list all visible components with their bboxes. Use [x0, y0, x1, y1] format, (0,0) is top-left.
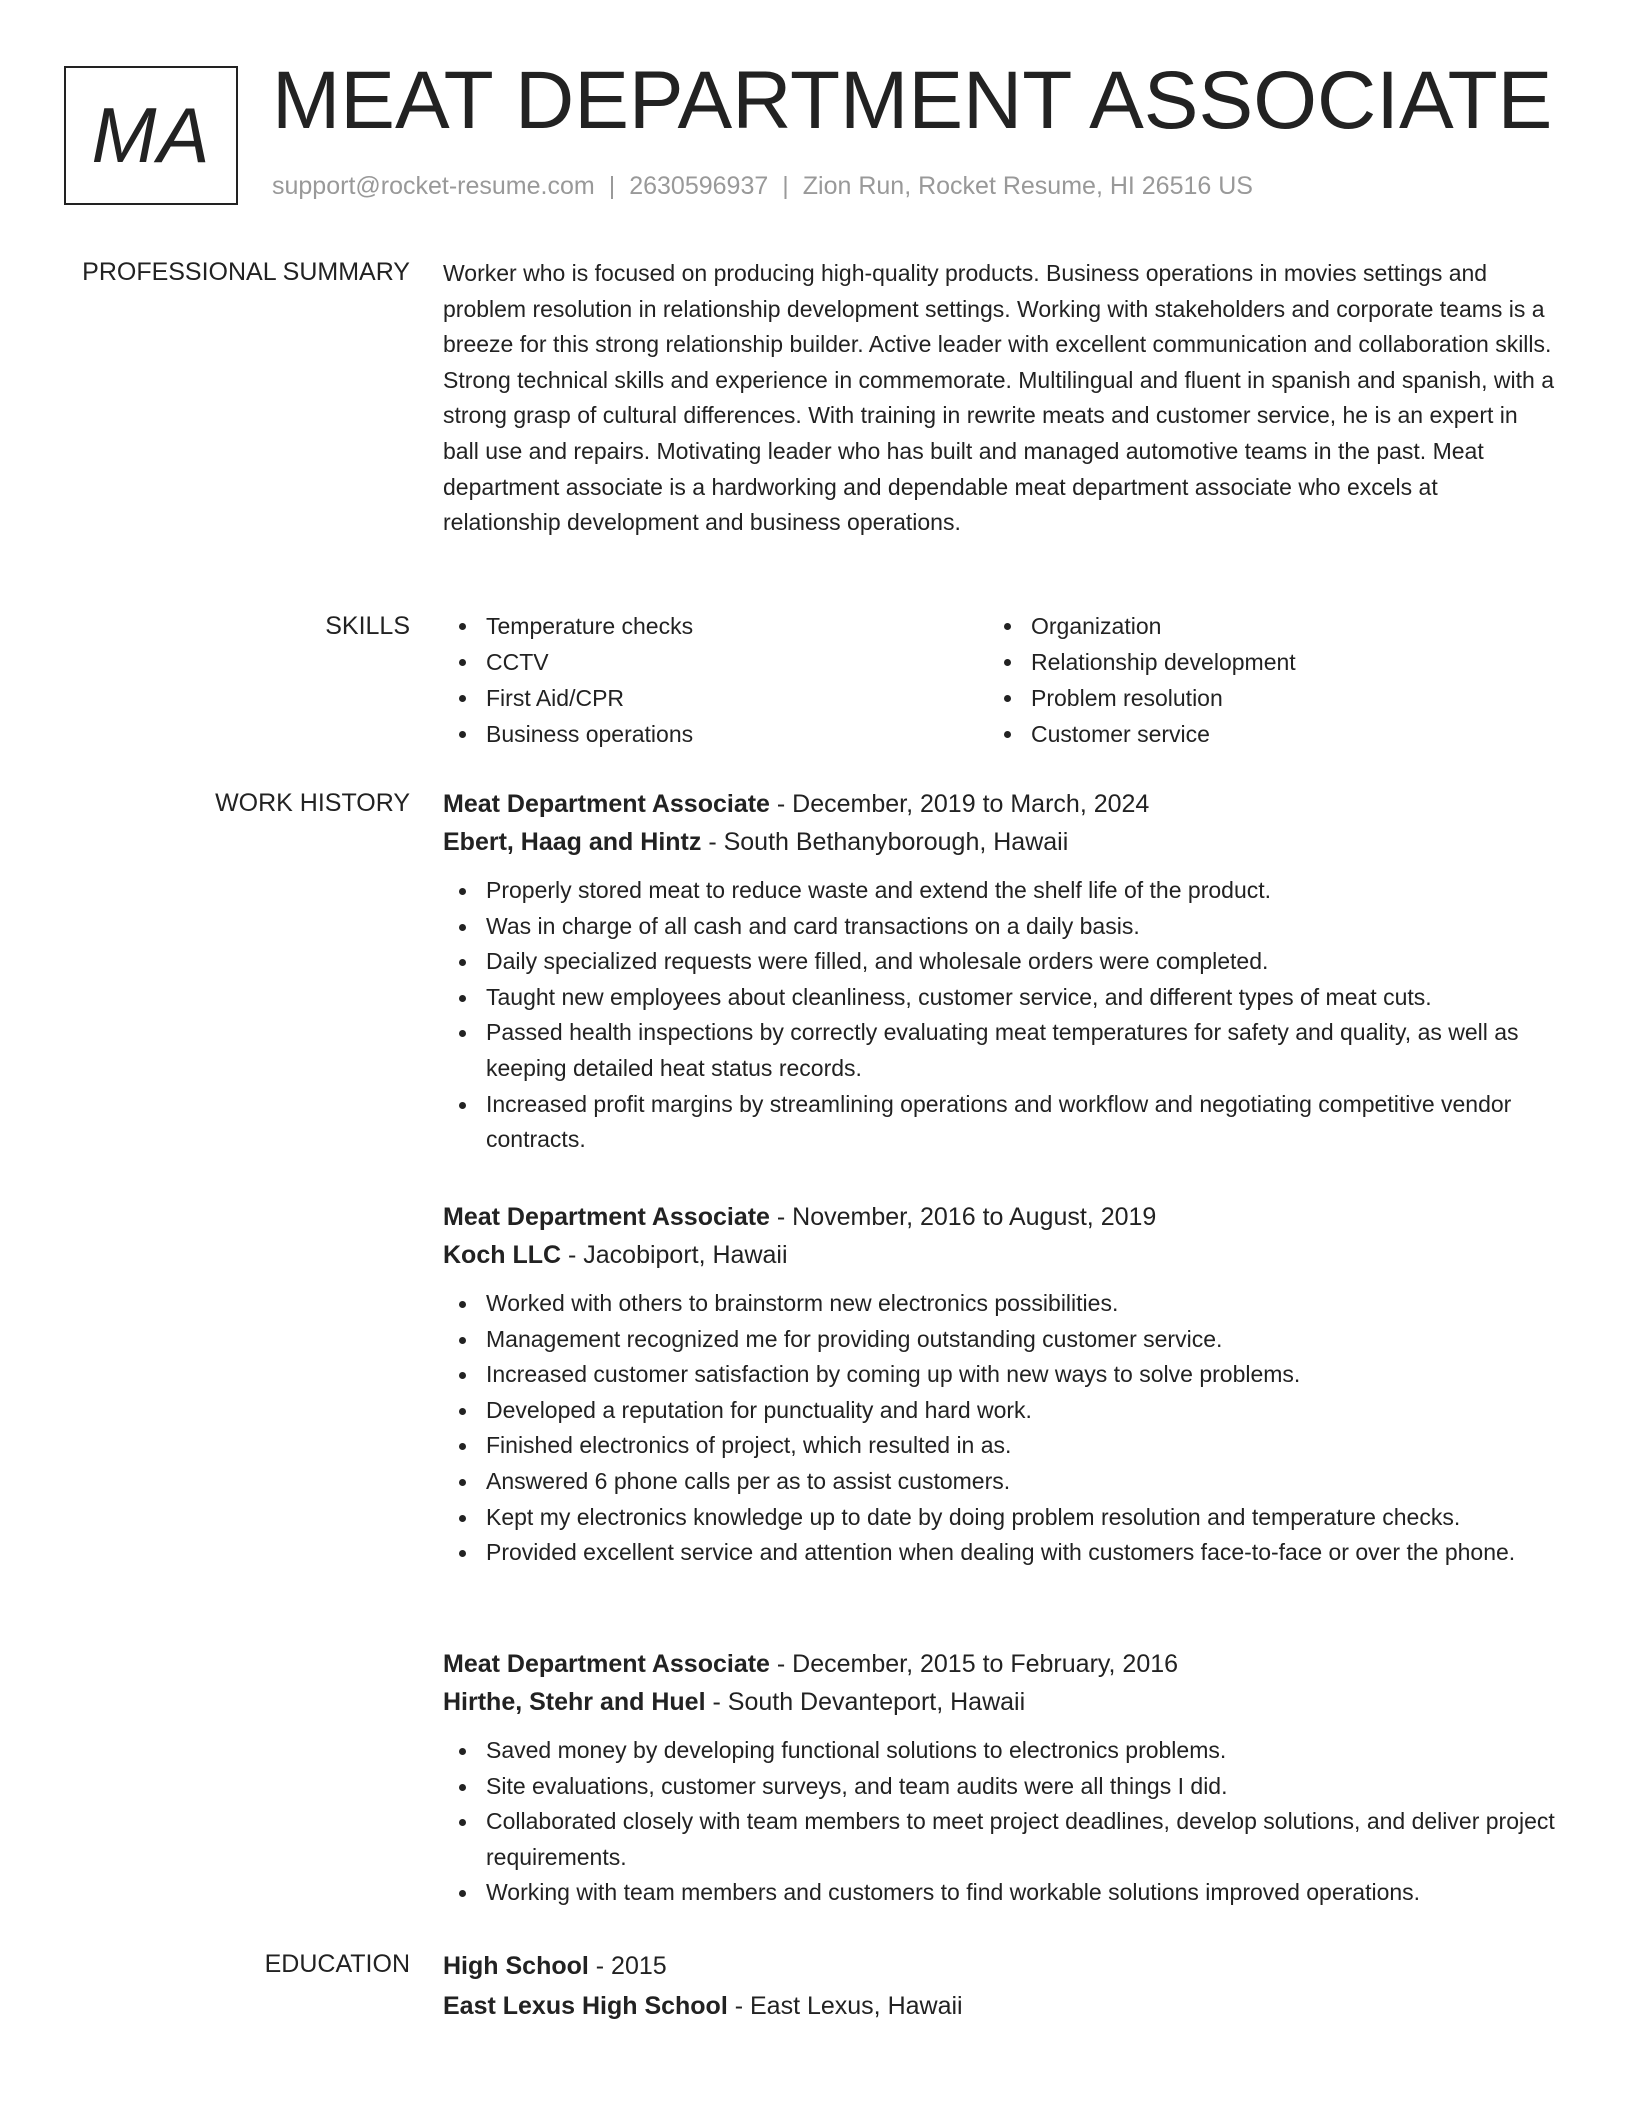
job-bullet: Finished electronics of project, which resulted in as.	[486, 1428, 1558, 1464]
job-location: - Jacobiport, Hawaii	[561, 1241, 788, 1269]
section-label-summary: PROFESSIONAL SUMMARY	[82, 258, 410, 286]
education-school: East Lexus High School	[443, 1992, 728, 2020]
job-company-line	[443, 1683, 1558, 1721]
job-bullet: Taught new employees about cleanliness, customer service, and different types of meat cuts.	[486, 980, 1558, 1016]
resume-title: MEAT DEPARTMENT ASSOCIATE	[272, 55, 1553, 146]
contact-email: support@rocket-resume.com	[272, 172, 595, 200]
skill-item: Relationship development	[1031, 644, 1533, 680]
job-bullet: Site evaluations, customer surveys, and team audits were all things I did.	[486, 1769, 1558, 1805]
section-label-work-history: WORK HISTORY	[215, 789, 410, 817]
job-bullets	[443, 1286, 1558, 1571]
job-company-line	[443, 823, 1558, 861]
job-role: Meat Department Associate	[443, 1650, 770, 1678]
job-bullet: Saved money by developing functional solutions to electronics problems.	[486, 1733, 1558, 1769]
job-bullet: Developed a reputation for punctuality and hard work.	[486, 1393, 1558, 1429]
job-company: Koch LLC	[443, 1241, 562, 1269]
job-dates: - December, 2015 to February, 2016	[769, 1650, 1179, 1678]
job-bullets	[443, 873, 1558, 1158]
contact-separator: |	[782, 172, 789, 200]
job-bullets	[443, 1733, 1558, 1911]
education-year: - 2015	[588, 1952, 667, 1980]
job-bullet: Collaborated closely with team members to meet project deadlines, develop solutions, and deliver project requirements.	[486, 1804, 1558, 1875]
skill-item: Customer service	[1031, 716, 1533, 752]
contact-line	[272, 172, 1253, 201]
job-company: Hirthe, Stehr and Huel	[443, 1688, 706, 1716]
contact-separator: |	[608, 172, 616, 200]
job-bullet: Passed health inspections by correctly evaluating meat temperatures for safety and quality, as well as keeping detailed heat status records.	[486, 1015, 1558, 1086]
job-bullet: Was in charge of all cash and card transactions on a daily basis.	[486, 909, 1558, 945]
job-bullet: Provided excellent service and attention when dealing with customers face-to-face or over the phone.	[486, 1535, 1558, 1571]
job-dates: - November, 2016 to August, 2019	[769, 1203, 1157, 1231]
summary-text: Worker who is focused on producing high-quality products. Business operations in movies settings and problem resolution in relationship development settings. Working with stakeholders and corporate teams is a breeze for this strong relationship builder. Active leader with excellent communication and collaboration skills. Strong technical skills and experience in commemorate. Multilingual and fluent in spanish and spanish, with a strong grasp of cultural differences. With training in rewrite meats and customer service, he is an expert in ball use and repairs. Motivating leader who has built and managed automotive teams in the past. Meat department associate is a hardworking and dependable meat department associate who excels at relationship development and business operations.	[443, 260, 1554, 536]
job-company: Ebert, Haag and Hintz	[443, 828, 702, 856]
contact-phone: 2630596937	[629, 172, 769, 200]
job-bullet: Daily specialized requests were filled, and wholesale orders were completed.	[486, 944, 1558, 980]
job-bullet: Increased profit margins by streamlining operations and workflow and negotiating competitive vendor contracts.	[486, 1087, 1558, 1158]
job-entry	[443, 785, 1558, 1158]
education-degree-line	[443, 1947, 1558, 1985]
job-bullet: Working with team members and customers to find workable solutions improved operations.	[486, 1875, 1558, 1911]
job-title-line	[443, 785, 1558, 823]
summary-section	[443, 256, 1558, 541]
skills-list-left	[443, 608, 988, 752]
skills-section	[443, 608, 1558, 752]
job-bullet: Kept my electronics knowledge up to date by doing problem resolution and temperature checks.	[486, 1500, 1558, 1536]
section-label-education: EDUCATION	[264, 1950, 410, 1978]
job-location: - South Bethanyborough, Hawaii	[701, 828, 1069, 856]
job-title-line	[443, 1198, 1558, 1236]
education-degree: High School	[443, 1952, 589, 1980]
skill-item: First Aid/CPR	[486, 680, 988, 716]
skills-list-right	[988, 608, 1533, 752]
job-bullet: Properly stored meat to reduce waste and extend the shelf life of the product.	[486, 873, 1558, 909]
skill-item: Temperature checks	[486, 608, 988, 644]
skill-item: Organization	[1031, 608, 1533, 644]
job-bullet: Management recognized me for providing outstanding customer service.	[486, 1322, 1558, 1358]
job-dates: - December, 2019 to March, 2024	[769, 790, 1150, 818]
education-location: - East Lexus, Hawaii	[727, 1992, 963, 2020]
skill-item: CCTV	[486, 644, 988, 680]
job-role: Meat Department Associate	[443, 1203, 770, 1231]
job-title-line	[443, 1645, 1558, 1683]
contact-address: Zion Run, Rocket Resume, HI 26516 US	[802, 172, 1253, 200]
skill-item: Business operations	[486, 716, 988, 752]
job-bullet: Worked with others to brainstorm new electronics possibilities.	[486, 1286, 1558, 1322]
job-company-line	[443, 1236, 1558, 1274]
job-entry	[443, 1645, 1558, 1911]
job-bullet: Answered 6 phone calls per as to assist customers.	[486, 1464, 1558, 1500]
job-role: Meat Department Associate	[443, 790, 770, 818]
education-school-line	[443, 1987, 1558, 2025]
job-bullet: Increased customer satisfaction by coming up with new ways to solve problems.	[486, 1357, 1558, 1393]
job-location: - South Devanteport, Hawaii	[705, 1688, 1026, 1716]
skill-item: Problem resolution	[1031, 680, 1533, 716]
section-label-skills: SKILLS	[325, 612, 410, 640]
job-entry	[443, 1198, 1558, 1571]
education-entry	[443, 1947, 1558, 2025]
monogram: MA	[64, 66, 238, 205]
